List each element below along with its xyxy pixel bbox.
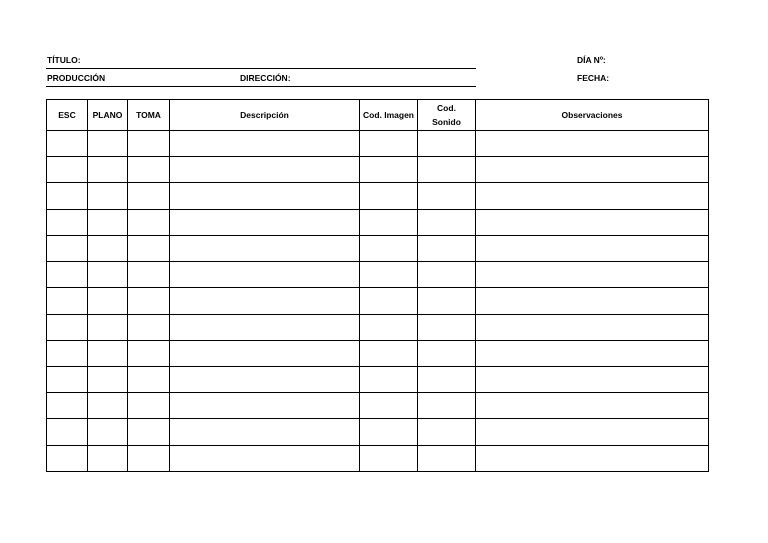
table-cell-esc[interactable] — [47, 209, 88, 235]
table-cell-observaciones[interactable] — [476, 288, 709, 314]
table-cell-observaciones[interactable] — [476, 157, 709, 183]
table-cell-esc[interactable] — [47, 235, 88, 261]
table-cell-toma[interactable] — [128, 419, 170, 445]
table-cell-cod-imagen[interactable] — [360, 288, 418, 314]
table-cell-cod-imagen[interactable] — [360, 393, 418, 419]
column-header-toma: TOMA — [128, 100, 170, 131]
table-cell-plano[interactable] — [88, 340, 128, 366]
table-cell-observaciones[interactable] — [476, 209, 709, 235]
table-cell-descripcion[interactable] — [170, 262, 360, 288]
table-cell-esc[interactable] — [47, 393, 88, 419]
table-cell-toma[interactable] — [128, 340, 170, 366]
day-number-label: DÍA Nº: — [577, 55, 606, 65]
column-header-cod-imagen: Cod. Imagen — [360, 100, 418, 131]
table-cell-cod-sonido[interactable] — [418, 288, 476, 314]
table-row — [47, 209, 709, 235]
table-cell-toma[interactable] — [128, 288, 170, 314]
shooting-log-table — [46, 99, 709, 472]
table-cell-plano[interactable] — [88, 288, 128, 314]
table-cell-cod-sonido[interactable] — [418, 314, 476, 340]
table-cell-cod-imagen[interactable] — [360, 209, 418, 235]
table-row — [47, 235, 709, 261]
table-row — [47, 288, 709, 314]
column-header-esc: ESC — [47, 100, 88, 131]
table-cell-cod-sonido[interactable] — [418, 209, 476, 235]
table-cell-toma[interactable] — [128, 157, 170, 183]
table-cell-esc[interactable] — [47, 445, 88, 471]
table-cell-toma[interactable] — [128, 209, 170, 235]
table-cell-cod-imagen[interactable] — [360, 131, 418, 157]
direction-label: DIRECCIÓN: — [240, 73, 291, 83]
table-cell-esc[interactable] — [47, 262, 88, 288]
table-row — [47, 445, 709, 471]
table-cell-observaciones[interactable] — [476, 262, 709, 288]
table-cell-cod-sonido[interactable] — [418, 393, 476, 419]
column-header-plano: PLANO — [88, 100, 128, 131]
column-header-cod-sonido-line1: Cod. — [437, 103, 456, 113]
table-cell-plano[interactable] — [88, 183, 128, 209]
table-cell-esc[interactable] — [47, 340, 88, 366]
table-cell-esc[interactable] — [47, 314, 88, 340]
table-cell-cod-sonido[interactable] — [418, 419, 476, 445]
column-header-cod-sonido — [418, 100, 476, 131]
table-cell-descripcion[interactable] — [170, 314, 360, 340]
table-row — [47, 183, 709, 209]
table-cell-cod-imagen[interactable] — [360, 262, 418, 288]
table-cell-descripcion[interactable] — [170, 131, 360, 157]
table-cell-observaciones[interactable] — [476, 419, 709, 445]
production-underline — [46, 86, 476, 87]
table-cell-cod-imagen[interactable] — [360, 235, 418, 261]
production-label: PRODUCCIÓN — [47, 73, 106, 83]
table-cell-toma[interactable] — [128, 235, 170, 261]
table-row — [47, 157, 709, 183]
table-cell-plano[interactable] — [88, 393, 128, 419]
table-cell-toma[interactable] — [128, 393, 170, 419]
table-cell-descripcion[interactable] — [170, 157, 360, 183]
table-cell-observaciones[interactable] — [476, 393, 709, 419]
table-cell-plano[interactable] — [88, 209, 128, 235]
table-row — [47, 131, 709, 157]
table-cell-cod-sonido[interactable] — [418, 262, 476, 288]
table-cell-cod-sonido[interactable] — [418, 131, 476, 157]
table-cell-observaciones[interactable] — [476, 314, 709, 340]
table-cell-observaciones[interactable] — [476, 183, 709, 209]
table-cell-cod-imagen[interactable] — [360, 445, 418, 471]
table-cell-cod-sonido[interactable] — [418, 445, 476, 471]
table-cell-esc[interactable] — [47, 366, 88, 392]
table-cell-esc[interactable] — [47, 157, 88, 183]
title-underline — [46, 68, 476, 69]
table-cell-observaciones[interactable] — [476, 131, 709, 157]
table-cell-descripcion[interactable] — [170, 209, 360, 235]
table-cell-cod-imagen[interactable] — [360, 366, 418, 392]
table-cell-cod-imagen[interactable] — [360, 419, 418, 445]
table-row — [47, 314, 709, 340]
table-cell-plano[interactable] — [88, 366, 128, 392]
table-cell-esc[interactable] — [47, 183, 88, 209]
table-cell-observaciones[interactable] — [476, 340, 709, 366]
table-cell-toma[interactable] — [128, 183, 170, 209]
table-cell-toma[interactable] — [128, 366, 170, 392]
table-cell-cod-imagen[interactable] — [360, 183, 418, 209]
table-cell-cod-sonido[interactable] — [418, 157, 476, 183]
table-cell-cod-sonido[interactable] — [418, 366, 476, 392]
title-label: TÍTULO: — [47, 55, 81, 65]
table-row — [47, 366, 709, 392]
table-row — [47, 262, 709, 288]
table-cell-descripcion[interactable] — [170, 366, 360, 392]
table-row — [47, 393, 709, 419]
table-cell-esc[interactable] — [47, 288, 88, 314]
table-cell-esc[interactable] — [47, 131, 88, 157]
table-cell-plano[interactable] — [88, 262, 128, 288]
table-cell-observaciones[interactable] — [476, 445, 709, 471]
table-cell-toma[interactable] — [128, 131, 170, 157]
table-cell-plano[interactable] — [88, 235, 128, 261]
column-header-descripcion: Descripción — [170, 100, 360, 131]
table-cell-descripcion[interactable] — [170, 419, 360, 445]
table-cell-cod-sonido[interactable] — [418, 183, 476, 209]
column-header-observaciones: Observaciones — [476, 100, 709, 131]
table-cell-toma[interactable] — [128, 314, 170, 340]
table-cell-cod-sonido[interactable] — [418, 340, 476, 366]
table-cell-toma[interactable] — [128, 262, 170, 288]
column-header-cod-sonido-line2: Sonido — [432, 117, 461, 127]
table-cell-descripcion[interactable] — [170, 445, 360, 471]
table-cell-plano[interactable] — [88, 314, 128, 340]
table-cell-descripcion[interactable] — [170, 393, 360, 419]
table-cell-plano[interactable] — [88, 445, 128, 471]
table-cell-descripcion[interactable] — [170, 340, 360, 366]
table-cell-esc[interactable] — [47, 419, 88, 445]
table-cell-plano[interactable] — [88, 419, 128, 445]
table-cell-toma[interactable] — [128, 445, 170, 471]
table-cell-descripcion[interactable] — [170, 235, 360, 261]
table-cell-observaciones[interactable] — [476, 235, 709, 261]
table-cell-cod-imagen[interactable] — [360, 157, 418, 183]
table-cell-cod-imagen[interactable] — [360, 314, 418, 340]
table-cell-plano[interactable] — [88, 131, 128, 157]
table-cell-observaciones[interactable] — [476, 366, 709, 392]
table-cell-descripcion[interactable] — [170, 288, 360, 314]
table-row — [47, 419, 709, 445]
date-label: FECHA: — [577, 73, 610, 83]
table-cell-plano[interactable] — [88, 157, 128, 183]
table-row — [47, 340, 709, 366]
table-cell-cod-sonido[interactable] — [418, 235, 476, 261]
table-header-row — [47, 100, 709, 131]
table-cell-descripcion[interactable] — [170, 183, 360, 209]
table-cell-cod-imagen[interactable] — [360, 340, 418, 366]
